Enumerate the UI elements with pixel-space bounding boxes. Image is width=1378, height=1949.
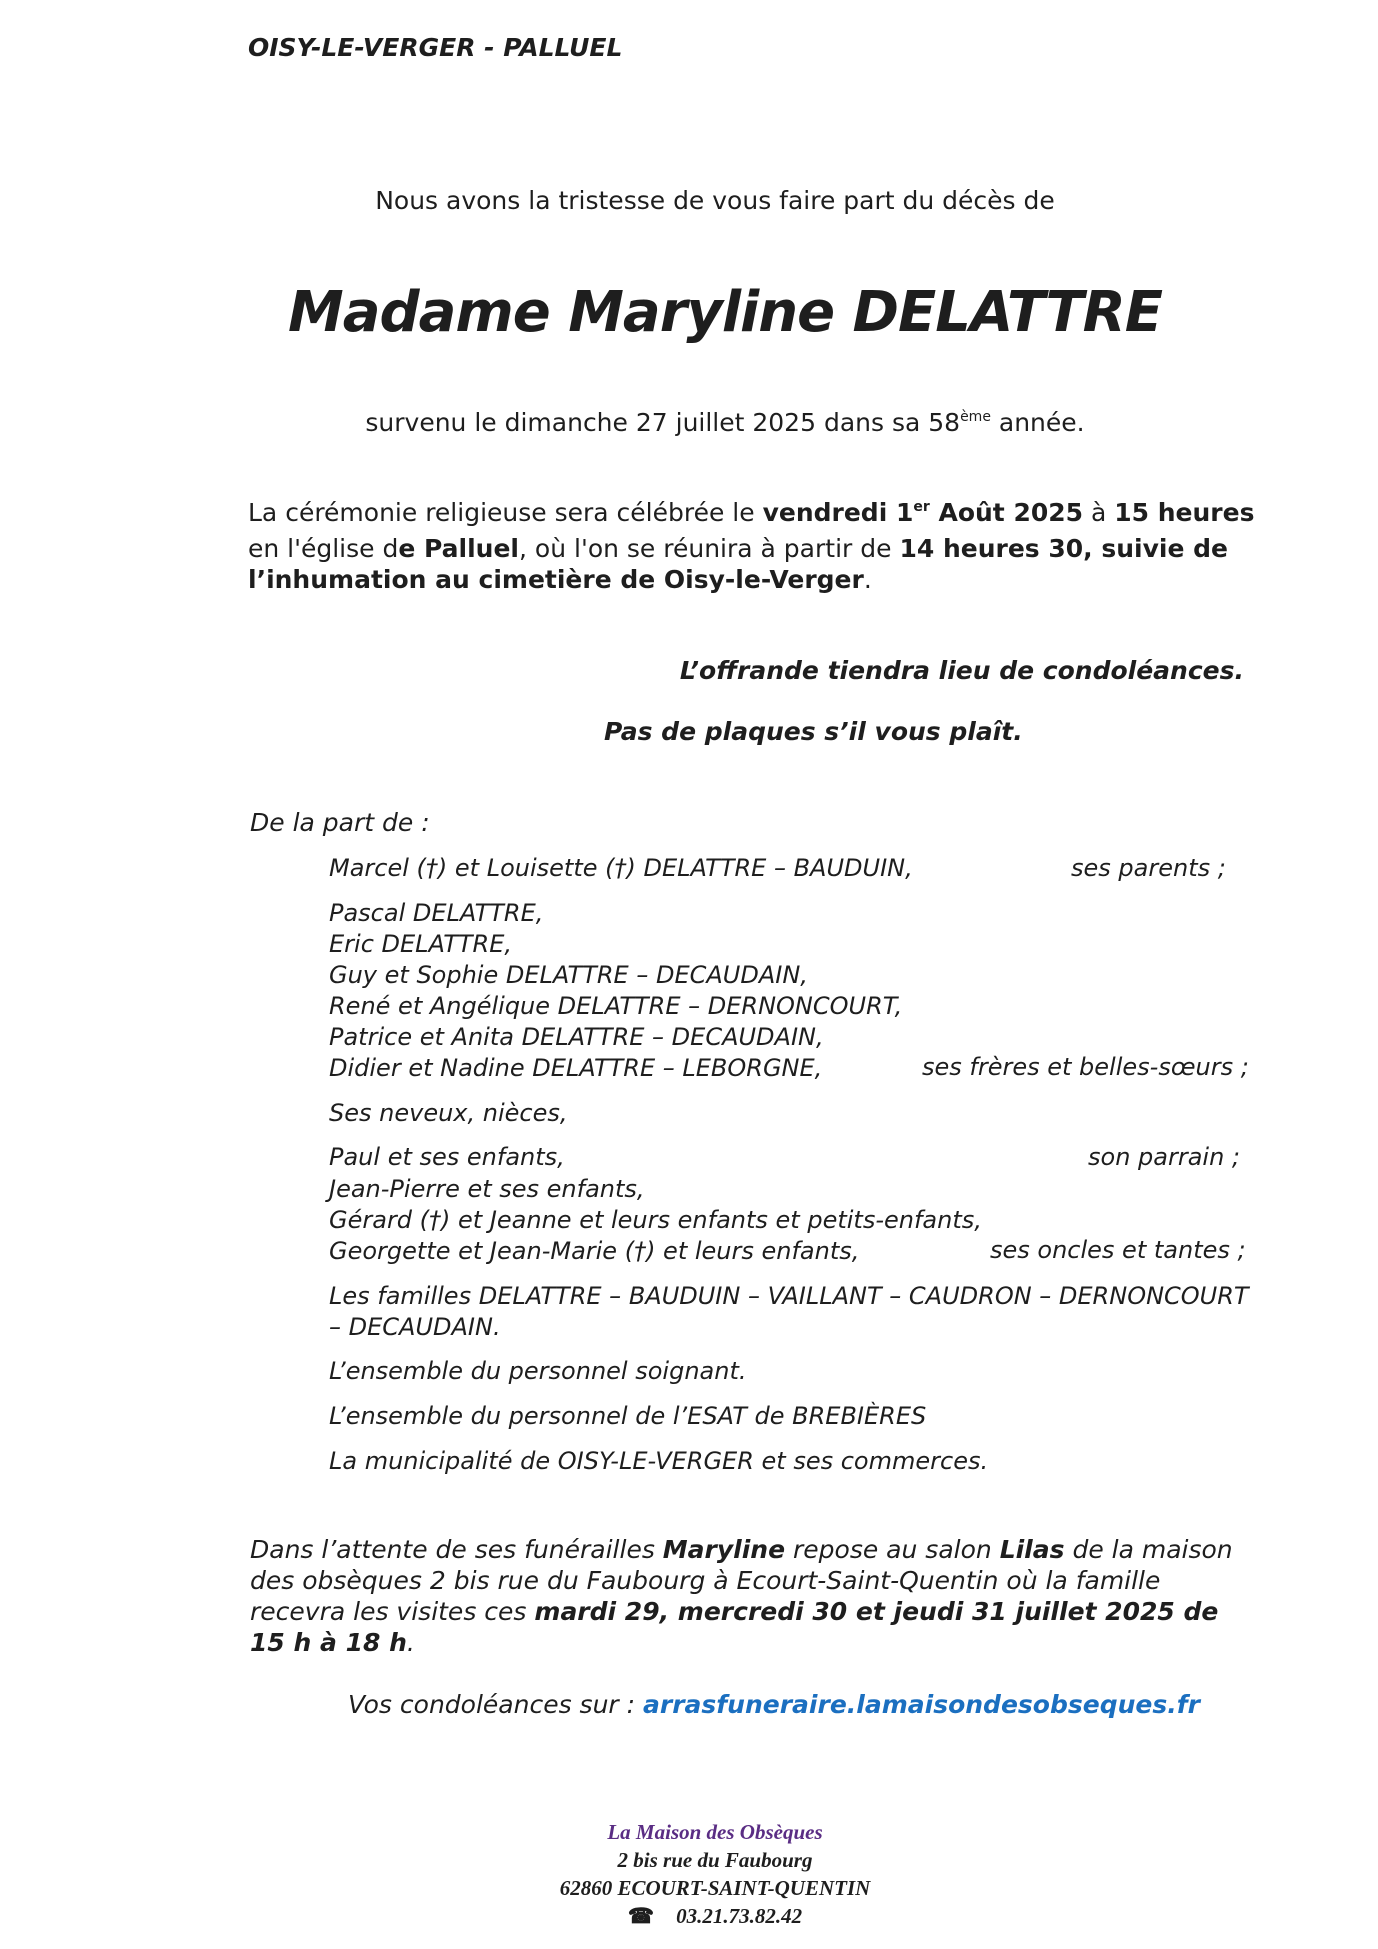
ceremony-paragraph bbox=[248, 497, 1258, 595]
list-item: Pascal DELATTRE, bbox=[329, 899, 544, 927]
wake-text: de la maison des obsèques 2 bis rue du Faubourg à Ecourt-Saint-Quentin où la famille recevra les visites ces bbox=[250, 1535, 1233, 1626]
condolences-link[interactable]: arrasfuneraire.lamaisondesobseques.fr bbox=[643, 1690, 1200, 1719]
funeral-home-name: La Maison des Obsèques bbox=[607, 1820, 823, 1844]
condolences-label: Vos condoléances sur : bbox=[348, 1690, 644, 1719]
list-item: Guy et Sophie DELATTRE – DECAUDAIN, bbox=[329, 961, 808, 989]
list-item: Jean-Pierre et ses enfants, bbox=[329, 1175, 645, 1203]
parents-names: Marcel (†) et Louisette (†) DELATTRE – BAUDUIN, bbox=[329, 854, 913, 882]
godfather-relation: son parrain ; bbox=[1088, 1143, 1241, 1171]
funeral-home-phone-line bbox=[0, 1902, 1378, 1930]
wake-text: Dans l’attente de ses funérailles bbox=[250, 1535, 663, 1564]
intro-text: Nous avons la tristesse de vous faire part du décès de bbox=[375, 186, 1055, 215]
wake-visit-hours: mardi 29, mercredi 30 et jeudi 31 juillet 2025 de 15 h à 18 h bbox=[250, 1597, 1219, 1657]
list-item: Gérard (†) et Jeanne et leurs enfants et petits-enfants, bbox=[329, 1206, 982, 1234]
list-item: Georgette et Jean-Marie (†) et leurs enfants, bbox=[329, 1237, 860, 1265]
siblings-relation: ses frères et belles-sœurs ; bbox=[922, 1053, 1249, 1081]
death-line bbox=[0, 408, 1378, 437]
list-item: Patrice et Anita DELATTRE – DECAUDAIN, bbox=[329, 1023, 824, 1051]
no-plaques-note: Pas de plaques s’il vous plaît. bbox=[604, 717, 1023, 746]
death-text: survenu le dimanche 27 juillet 2025 dans sa 58 bbox=[365, 408, 961, 437]
nephews-line: Ses neveux, nièces, bbox=[329, 1099, 568, 1127]
families-line: Les familles DELATTRE – BAUDUIN – VAILLANT – CAUDRON – DERNONCOURT – DECAUDAIN. bbox=[329, 1282, 1249, 1341]
list-item: Didier et Nadine DELATTRE – LEBORGNE, bbox=[329, 1054, 823, 1082]
godfather-name: Paul et ses enfants, bbox=[329, 1143, 565, 1171]
care-staff-line: L’ensemble du personnel soignant. bbox=[329, 1357, 747, 1385]
ceremony-text: en l'église d bbox=[248, 534, 399, 563]
condolences-line bbox=[348, 1690, 1200, 1719]
death-text-end: année. bbox=[990, 408, 1085, 437]
uncles-relation: ses oncles et tantes ; bbox=[990, 1236, 1246, 1264]
header-place: OISY-LE-VERGER - PALLUEL bbox=[248, 33, 623, 62]
wake-text: repose au salon bbox=[785, 1535, 1000, 1564]
list-item: René et Angélique DELATTRE – DERNONCOURT, bbox=[329, 992, 903, 1020]
ceremony-text: à bbox=[1083, 498, 1115, 527]
esat-staff-line: L’ensemble du personnel de l’ESAT de BREBIÈRES bbox=[329, 1402, 927, 1430]
offering-note: L’offrande tiendra lieu de condoléances. bbox=[679, 656, 1244, 685]
ceremony-church: e Palluel bbox=[398, 534, 520, 563]
ceremony-time: 15 heures bbox=[1114, 498, 1255, 527]
funeral-home-city: 62860 ECOURT-SAINT-QUENTIN bbox=[559, 1876, 871, 1900]
wake-salon: Lilas bbox=[999, 1535, 1065, 1564]
ceremony-text: . bbox=[863, 565, 872, 594]
list-item: Eric DELATTRE, bbox=[329, 930, 512, 958]
from-label: De la part de : bbox=[250, 808, 430, 837]
ceremony-date: vendredi 1 bbox=[762, 498, 914, 527]
phone-icon: ☎ bbox=[627, 1904, 655, 1928]
death-sup: ème bbox=[960, 409, 991, 425]
wake-firstname: Maryline bbox=[662, 1535, 786, 1564]
parents-relation: ses parents ; bbox=[1071, 854, 1226, 882]
ceremony-text: , où l'on se réunira à partir de bbox=[519, 534, 900, 563]
footer-address bbox=[0, 1818, 1378, 1930]
wake-text: . bbox=[406, 1628, 415, 1657]
ceremony-date-sup: er bbox=[913, 499, 930, 515]
wake-paragraph bbox=[250, 1534, 1260, 1658]
deceased-name: Madame Maryline DELATTRE bbox=[287, 280, 1163, 345]
ceremony-gathering: 14 heures 30, suivie de l’inhumation au cimetière de Oisy-le-Verger bbox=[248, 534, 1228, 594]
ceremony-date-month: Août 2025 bbox=[929, 498, 1084, 527]
municipality-line: La municipalité de OISY-LE-VERGER et ses commerces. bbox=[329, 1447, 989, 1475]
ceremony-text: La cérémonie religieuse sera célébrée le bbox=[248, 498, 763, 527]
funeral-home-phone: 03.21.73.82.42 bbox=[676, 1904, 803, 1928]
funeral-home-street: 2 bis rue du Faubourg bbox=[617, 1848, 813, 1872]
